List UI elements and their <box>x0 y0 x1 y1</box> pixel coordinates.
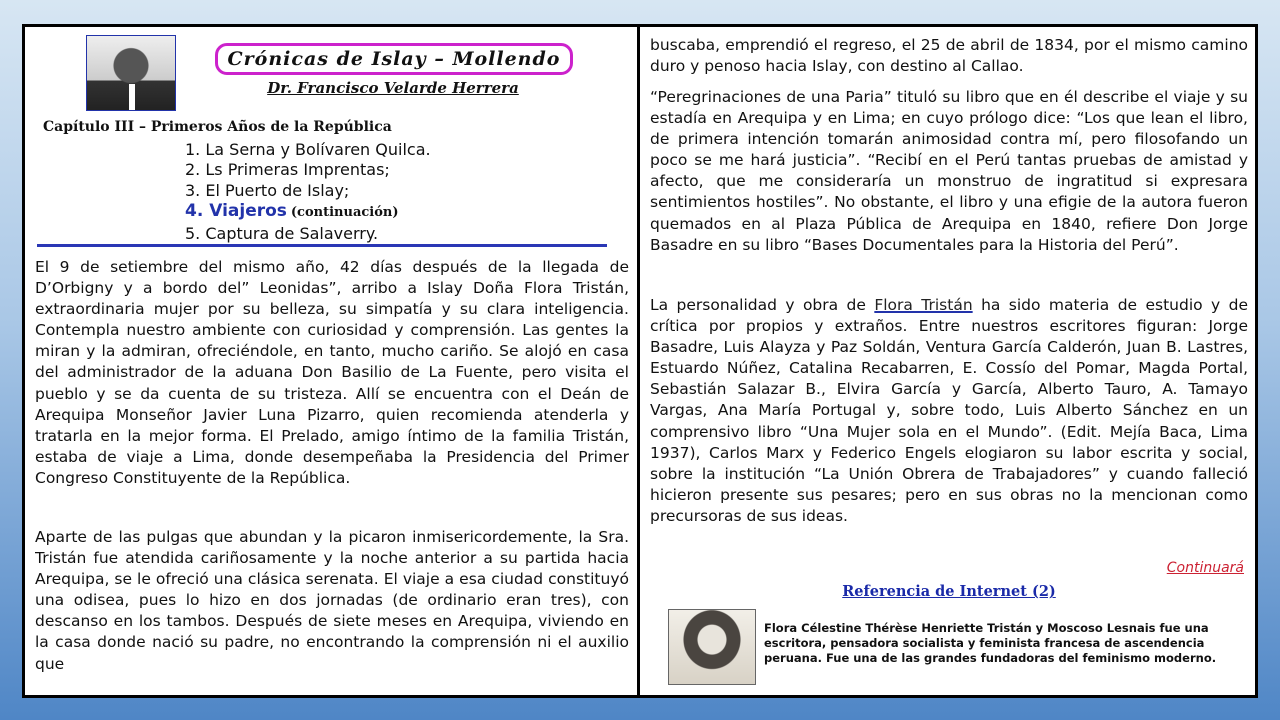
toc-item: 5. Captura de Salaverry. <box>185 223 379 243</box>
internet-reference-title[interactable]: Referencia de Internet (2) <box>842 583 1056 600</box>
toc-item-active <box>185 201 431 223</box>
body-paragraph: El 9 de setiembre del mismo año, 42 días después de la llegada de D’Orbigny y a bordo del” Leonidas”, arribo a Islay Doña Flora Tristán, extraordinaria mujer por su belleza, su simpatía y su clara inteligencia. Contempla nuestro ambiente con curiosidad y comprensión. Las gentes la miran y la admiran, ofreciéndole, en tanto, mucho cariño. Se alojó en casa del administrador de la aduana Don Basilio de La Fuente, pero visita el pueblo y se da cuenta de su tristeza. Allí se encuentra con el Deán de Arequipa Monseñor Javier Luna Pizarro, quien recomienda atenderla y tratarla en la mejor forma. El Prelado, amigo íntimo de la familia Tristán, estaba de viaje a Lima, donde desempeñaba la Presidencia del Primer Congreso Constituyente de la República. <box>35 258 629 487</box>
document-slide <box>22 24 1258 698</box>
body-paragraph <box>650 295 1248 569</box>
body-paragraph: “Peregrinaciones de una Paria” tituló su libro que en él describe el viaje y su estadía en Arequipa y en Lima; en cuyo prólogo dice: “Los que lean el libro, de primera intención tomarán animosidad contra mí, pero filosofando un poco se me hará justicia”. “Recibí en el Perú tantas pruebas de amistad y afecto, que me consideraría un monstruo de ingratitud si expresara sentimientos hostiles”. No obstante, el libro y una efigie de la autora fueron quemados en al Plaza Pública de Arequipa en 1840, refiere Don Jorge Basadre en su libro “Bases Documentales para la Historia del Perú”. <box>650 88 1248 254</box>
paragraph-text: ha sido materia de estudio y de crítica por propios y extraños. Entre nuestros escritores figuran: Jorge Basadre, Luis Alayza y Paz Soldán, Ventura García Calderón, Juan B. Lastres, Estuardo Núñez, Catalina Recabarren, E. Cossío del Pomar, Magda Portal, Sebastián Salazar B., Elvira García y García, Alberto Tauro, A. Tamayo Vargas, Ana María Portugal y, sobre todo, Luis Alberto Sánchez en un comprensivo libro “Una Mujer sola en el Mundo”. (Edit. Mejía Baca, Lima 1937), Carlos Marx y Federico Engels elogiaron su labor escrita y social, sobre la institución “La Unión Obrera de Trabajadores” y cuando falleció hicieron presente sus pesares; pero en sus obras no la mencionan como precursoras de sus ideas. <box>650 296 1248 525</box>
flora-tristan-portrait <box>668 609 756 685</box>
table-of-contents <box>185 140 431 244</box>
continued-link[interactable]: Continuará <box>1166 560 1244 576</box>
flora-tristan-link[interactable]: Flora Tristán <box>874 296 973 314</box>
toc-item: 3. El Puerto de Islay; <box>185 180 350 200</box>
toc-item: 2. Ls Primeras Imprentas; <box>185 160 390 180</box>
body-paragraph: buscaba, emprendió el regreso, el 25 de abril de 1834, por el mismo camino duro y penoso hacia Islay, con destino al Callao. <box>650 36 1248 76</box>
toc-item-label: 4. Viajeros <box>185 201 287 222</box>
reference-text: Flora Célestine Thérèse Henriette Tristán y Moscoso Lesnais fue una escritora, pensadora socialista y feminista francesa de ascendencia peruana. Fue una de las grandes fundadoras del feminismo moderno. <box>764 621 1217 665</box>
toc-item: 1. La Serna y Bolívaren Quilca. <box>185 140 431 159</box>
paragraph-text: La personalidad y obra de <box>650 296 875 314</box>
author-name: Dr. Francisco Velarde Herrera <box>267 79 519 97</box>
left-column <box>25 27 637 695</box>
toc-item-note: (continuación) <box>290 205 399 221</box>
divider-rule <box>37 244 607 247</box>
right-column <box>640 27 1258 695</box>
chapter-heading: Capítulo III – Primeros Años de la República <box>43 119 392 135</box>
author-photo <box>86 35 176 111</box>
title-box <box>215 43 573 75</box>
body-paragraph: Aparte de las pulgas que abundan y la picaron inmisericordemente, la Sra. Tristán fue atendida cariñosamente y la noche anterior a su partida hacia Arequipa, se le ofreció una clásica serenata. El viaje a esa ciudad constituyó una odisea, pues lo hizo en dos jornadas (de ordinario eran tres), con descanso en los tambos. Después de siete meses en Arequipa, viviendo en la casa donde nació su padre, no encontrando la comprensión ni el auxilio que <box>35 528 629 673</box>
page-title: Crónicas de Islay – Mollendo <box>227 48 561 70</box>
